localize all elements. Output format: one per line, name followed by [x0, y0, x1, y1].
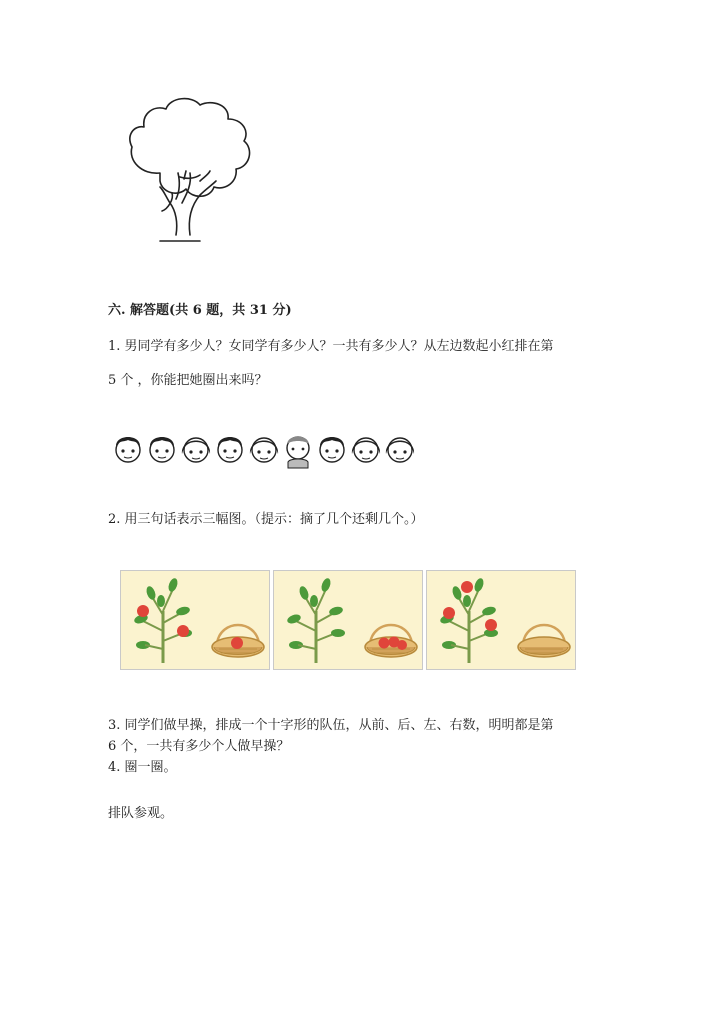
question-3-line-1: 3. 同学们做早操，排成一个十字形的队伍，从前、后、左、右数，明明都是第: [108, 718, 554, 733]
apple-icon: [379, 638, 390, 649]
kid-7-boy-icon: [320, 437, 344, 462]
question-1-line-1: 1. 男同学有多少人？女同学有多少人？一共有多少人？从左边数起小红排在第: [108, 339, 554, 354]
picture-panel-2: [273, 570, 423, 670]
kid-6-teacher-icon: [287, 437, 309, 469]
question-4-line-1: 4. 圈一圈。: [108, 760, 177, 775]
kid-1-boy-icon: [116, 437, 140, 462]
apple-icon: [397, 640, 407, 650]
kid-8-girl-icon: [352, 438, 380, 462]
question-3-line-2: 6 个，一共有多少个人做早操？: [108, 739, 290, 754]
picture-panel-1: [120, 570, 270, 670]
question-2-line-1: 2. 用三句话表示三幅图。（提示：摘了几个还剩几个。）: [108, 512, 424, 527]
apple-icon: [461, 581, 473, 593]
apple-icon: [231, 637, 243, 649]
question-1-line-2: 5 个 ，你能把她圈出来吗？: [108, 373, 268, 388]
kid-2-boy-icon: [150, 437, 174, 462]
apple-icon: [485, 619, 497, 631]
kid-5-girl-icon: [250, 438, 278, 462]
apple-icon: [137, 605, 149, 617]
kid-4-boy-icon: [218, 437, 242, 462]
picture-panel-3: [426, 570, 576, 670]
apple-icon: [177, 625, 189, 637]
apple-icon: [443, 607, 455, 619]
kid-9-girl-icon: [386, 438, 414, 462]
children-row: [112, 428, 417, 470]
tree-drawing: [120, 95, 270, 245]
kid-3-girl-icon: [182, 438, 210, 462]
answer-hint: 排队参观。: [108, 806, 174, 821]
section-heading: 六. 解答题(共 6 题，共 31 分): [108, 303, 292, 318]
